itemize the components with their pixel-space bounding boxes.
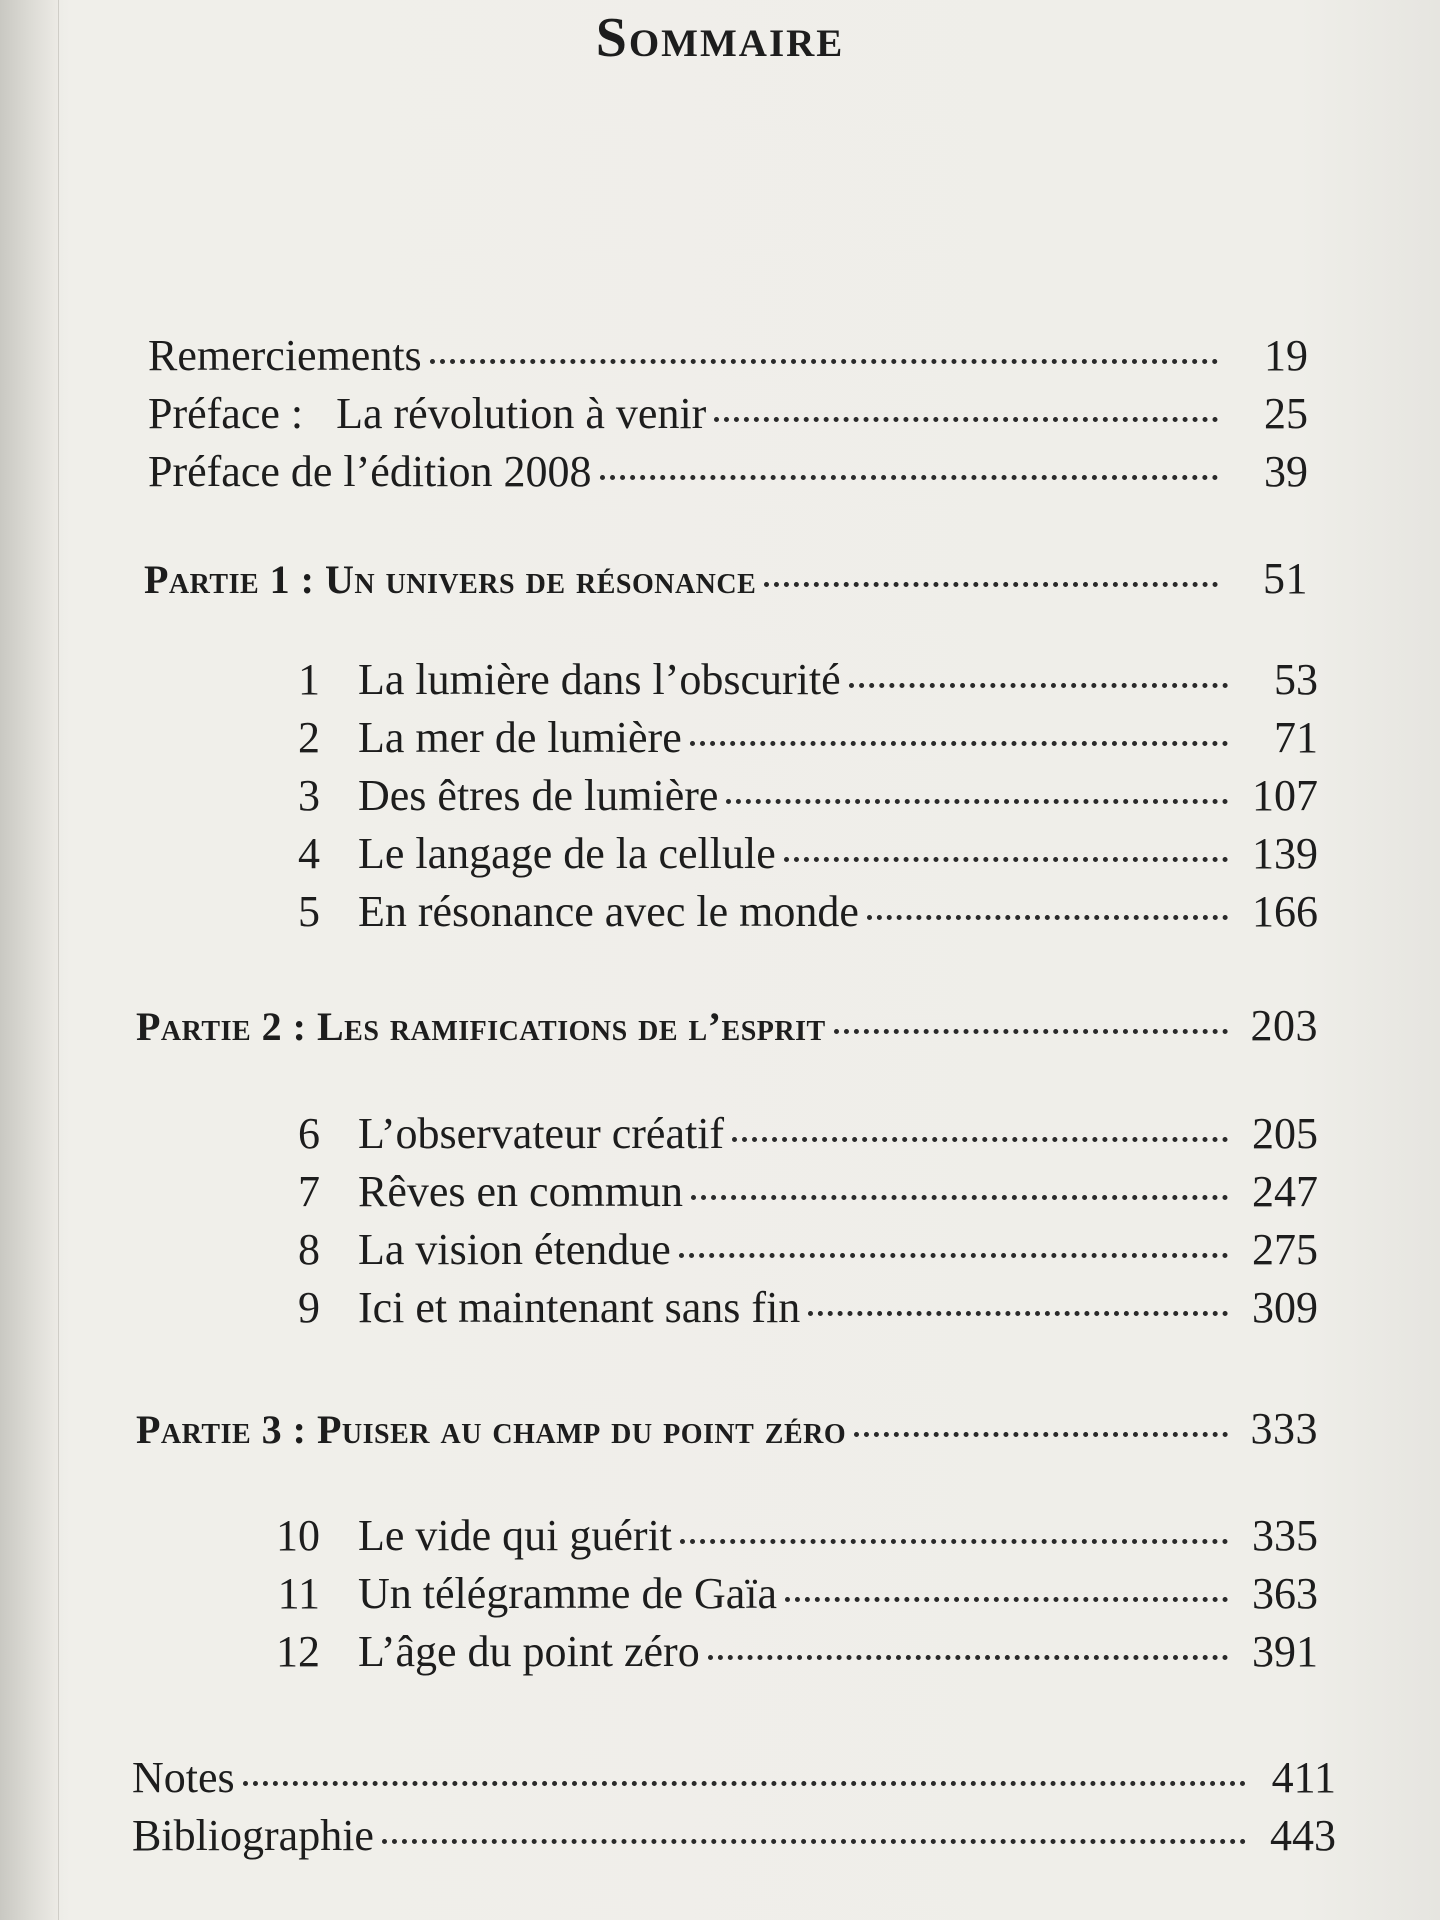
chapter-label: Rêves en commun bbox=[358, 1167, 684, 1216]
chapter-page: 71 bbox=[1274, 713, 1318, 762]
chapter-page: 309 bbox=[1252, 1283, 1318, 1332]
chapter-page: 107 bbox=[1252, 771, 1318, 820]
chapter-page: 275 bbox=[1252, 1225, 1318, 1274]
chapter-page: 205 bbox=[1252, 1109, 1318, 1158]
part-page: 51 bbox=[1263, 554, 1308, 603]
toc-chapter-7 bbox=[240, 1166, 1318, 1217]
chapter-page: 166 bbox=[1252, 887, 1318, 936]
chapter-label: Des êtres de lumière bbox=[358, 771, 719, 820]
chapter-label: Le vide qui guérit bbox=[358, 1511, 673, 1560]
chapter-page: 247 bbox=[1252, 1167, 1318, 1216]
dot-leader bbox=[808, 1311, 1228, 1316]
part-label: Partie 3 : Puiser au champ du point zéro bbox=[136, 1407, 847, 1452]
toc-chapter-6 bbox=[240, 1108, 1318, 1159]
chapter-label: L’observateur créatif bbox=[358, 1109, 725, 1158]
dot-leader bbox=[849, 683, 1228, 688]
toc-chapter-1 bbox=[240, 654, 1318, 705]
dot-leader bbox=[430, 359, 1218, 364]
chapter-label: En résonance avec le monde bbox=[358, 887, 859, 936]
toc-chapter-4 bbox=[240, 828, 1318, 879]
toc-page: 443 bbox=[1270, 1811, 1336, 1860]
chapter-page: 335 bbox=[1252, 1511, 1318, 1560]
toc-part-2 bbox=[136, 1000, 1318, 1051]
toc-entry-remerciements bbox=[148, 330, 1308, 381]
toc-chapter-9 bbox=[240, 1282, 1318, 1333]
dot-leader bbox=[726, 799, 1228, 804]
toc-entry-notes bbox=[132, 1752, 1336, 1803]
chapter-number: 8 bbox=[298, 1225, 320, 1274]
toc-label: Remerciements bbox=[148, 331, 422, 380]
toc-page: 25 bbox=[1264, 389, 1308, 438]
toc-label: Notes bbox=[132, 1753, 235, 1802]
toc-entry-bibliographie bbox=[132, 1810, 1336, 1861]
dot-leader bbox=[679, 1253, 1228, 1258]
toc-label: Préface de l’édition 2008 bbox=[148, 447, 592, 496]
chapter-number: 11 bbox=[277, 1569, 320, 1618]
dot-leader bbox=[382, 1839, 1246, 1844]
toc-label: Préface : La révolution à venir bbox=[148, 389, 707, 438]
dot-leader bbox=[867, 915, 1228, 920]
chapter-number: 9 bbox=[298, 1283, 320, 1332]
chapter-number: 2 bbox=[298, 713, 320, 762]
part-label: Partie 1 : Un univers de résonance bbox=[144, 557, 757, 602]
toc-part-1 bbox=[144, 553, 1308, 604]
chapter-number: 4 bbox=[298, 829, 320, 878]
toc-chapter-5 bbox=[240, 886, 1318, 937]
toc-chapter-2 bbox=[240, 712, 1318, 763]
part-page: 203 bbox=[1250, 1001, 1318, 1050]
chapter-number: 6 bbox=[298, 1109, 320, 1158]
chapter-number: 7 bbox=[298, 1167, 320, 1216]
chapter-number: 1 bbox=[298, 655, 320, 704]
chapter-page: 363 bbox=[1252, 1569, 1318, 1618]
dot-leader bbox=[243, 1781, 1246, 1786]
part-label: Partie 2 : Les ramifications de l’esprit bbox=[136, 1004, 826, 1049]
chapter-page: 391 bbox=[1252, 1627, 1318, 1676]
dot-leader bbox=[691, 1195, 1228, 1200]
chapter-label: Un télégramme de Gaïa bbox=[358, 1569, 778, 1618]
dot-leader bbox=[834, 1029, 1228, 1034]
dot-leader bbox=[690, 741, 1228, 746]
chapter-label: Le langage de la cellule bbox=[358, 829, 776, 878]
chapter-number: 10 bbox=[276, 1511, 320, 1560]
dot-leader bbox=[714, 417, 1218, 422]
toc-chapter-10 bbox=[240, 1510, 1318, 1561]
toc-page: 19 bbox=[1264, 331, 1308, 380]
chapter-label: L’âge du point zéro bbox=[358, 1627, 700, 1676]
toc-label: Bibliographie bbox=[132, 1811, 374, 1860]
chapter-label: La lumière dans l’obscurité bbox=[358, 655, 841, 704]
dot-leader bbox=[784, 857, 1228, 862]
dot-leader bbox=[854, 1432, 1228, 1437]
chapter-number: 5 bbox=[298, 887, 320, 936]
dot-leader bbox=[764, 582, 1218, 587]
toc-page: 411 bbox=[1271, 1753, 1336, 1802]
chapter-label: La mer de lumière bbox=[358, 713, 682, 762]
chapter-label: La vision étendue bbox=[358, 1225, 671, 1274]
toc-chapter-12 bbox=[240, 1626, 1318, 1677]
toc-entry-preface bbox=[148, 388, 1308, 439]
page-title: Sommaire bbox=[595, 7, 845, 69]
chapter-page: 139 bbox=[1252, 829, 1318, 878]
dot-leader bbox=[680, 1539, 1228, 1544]
toc-chapter-11 bbox=[240, 1568, 1318, 1619]
toc-entry-preface-2008 bbox=[148, 446, 1308, 497]
chapter-label: Ici et maintenant sans fin bbox=[358, 1283, 801, 1332]
chapter-number: 3 bbox=[298, 771, 320, 820]
toc-part-3 bbox=[136, 1403, 1318, 1454]
toc-chapter-8 bbox=[240, 1224, 1318, 1275]
dot-leader bbox=[732, 1137, 1228, 1142]
book-gutter bbox=[0, 0, 59, 1920]
dot-leader bbox=[708, 1655, 1228, 1660]
chapter-number: 12 bbox=[276, 1627, 320, 1676]
dot-leader bbox=[600, 475, 1218, 480]
toc-page: 39 bbox=[1264, 447, 1308, 496]
dot-leader bbox=[785, 1597, 1228, 1602]
chapter-page: 53 bbox=[1274, 655, 1318, 704]
toc-chapter-3 bbox=[240, 770, 1318, 821]
part-page: 333 bbox=[1250, 1404, 1318, 1453]
